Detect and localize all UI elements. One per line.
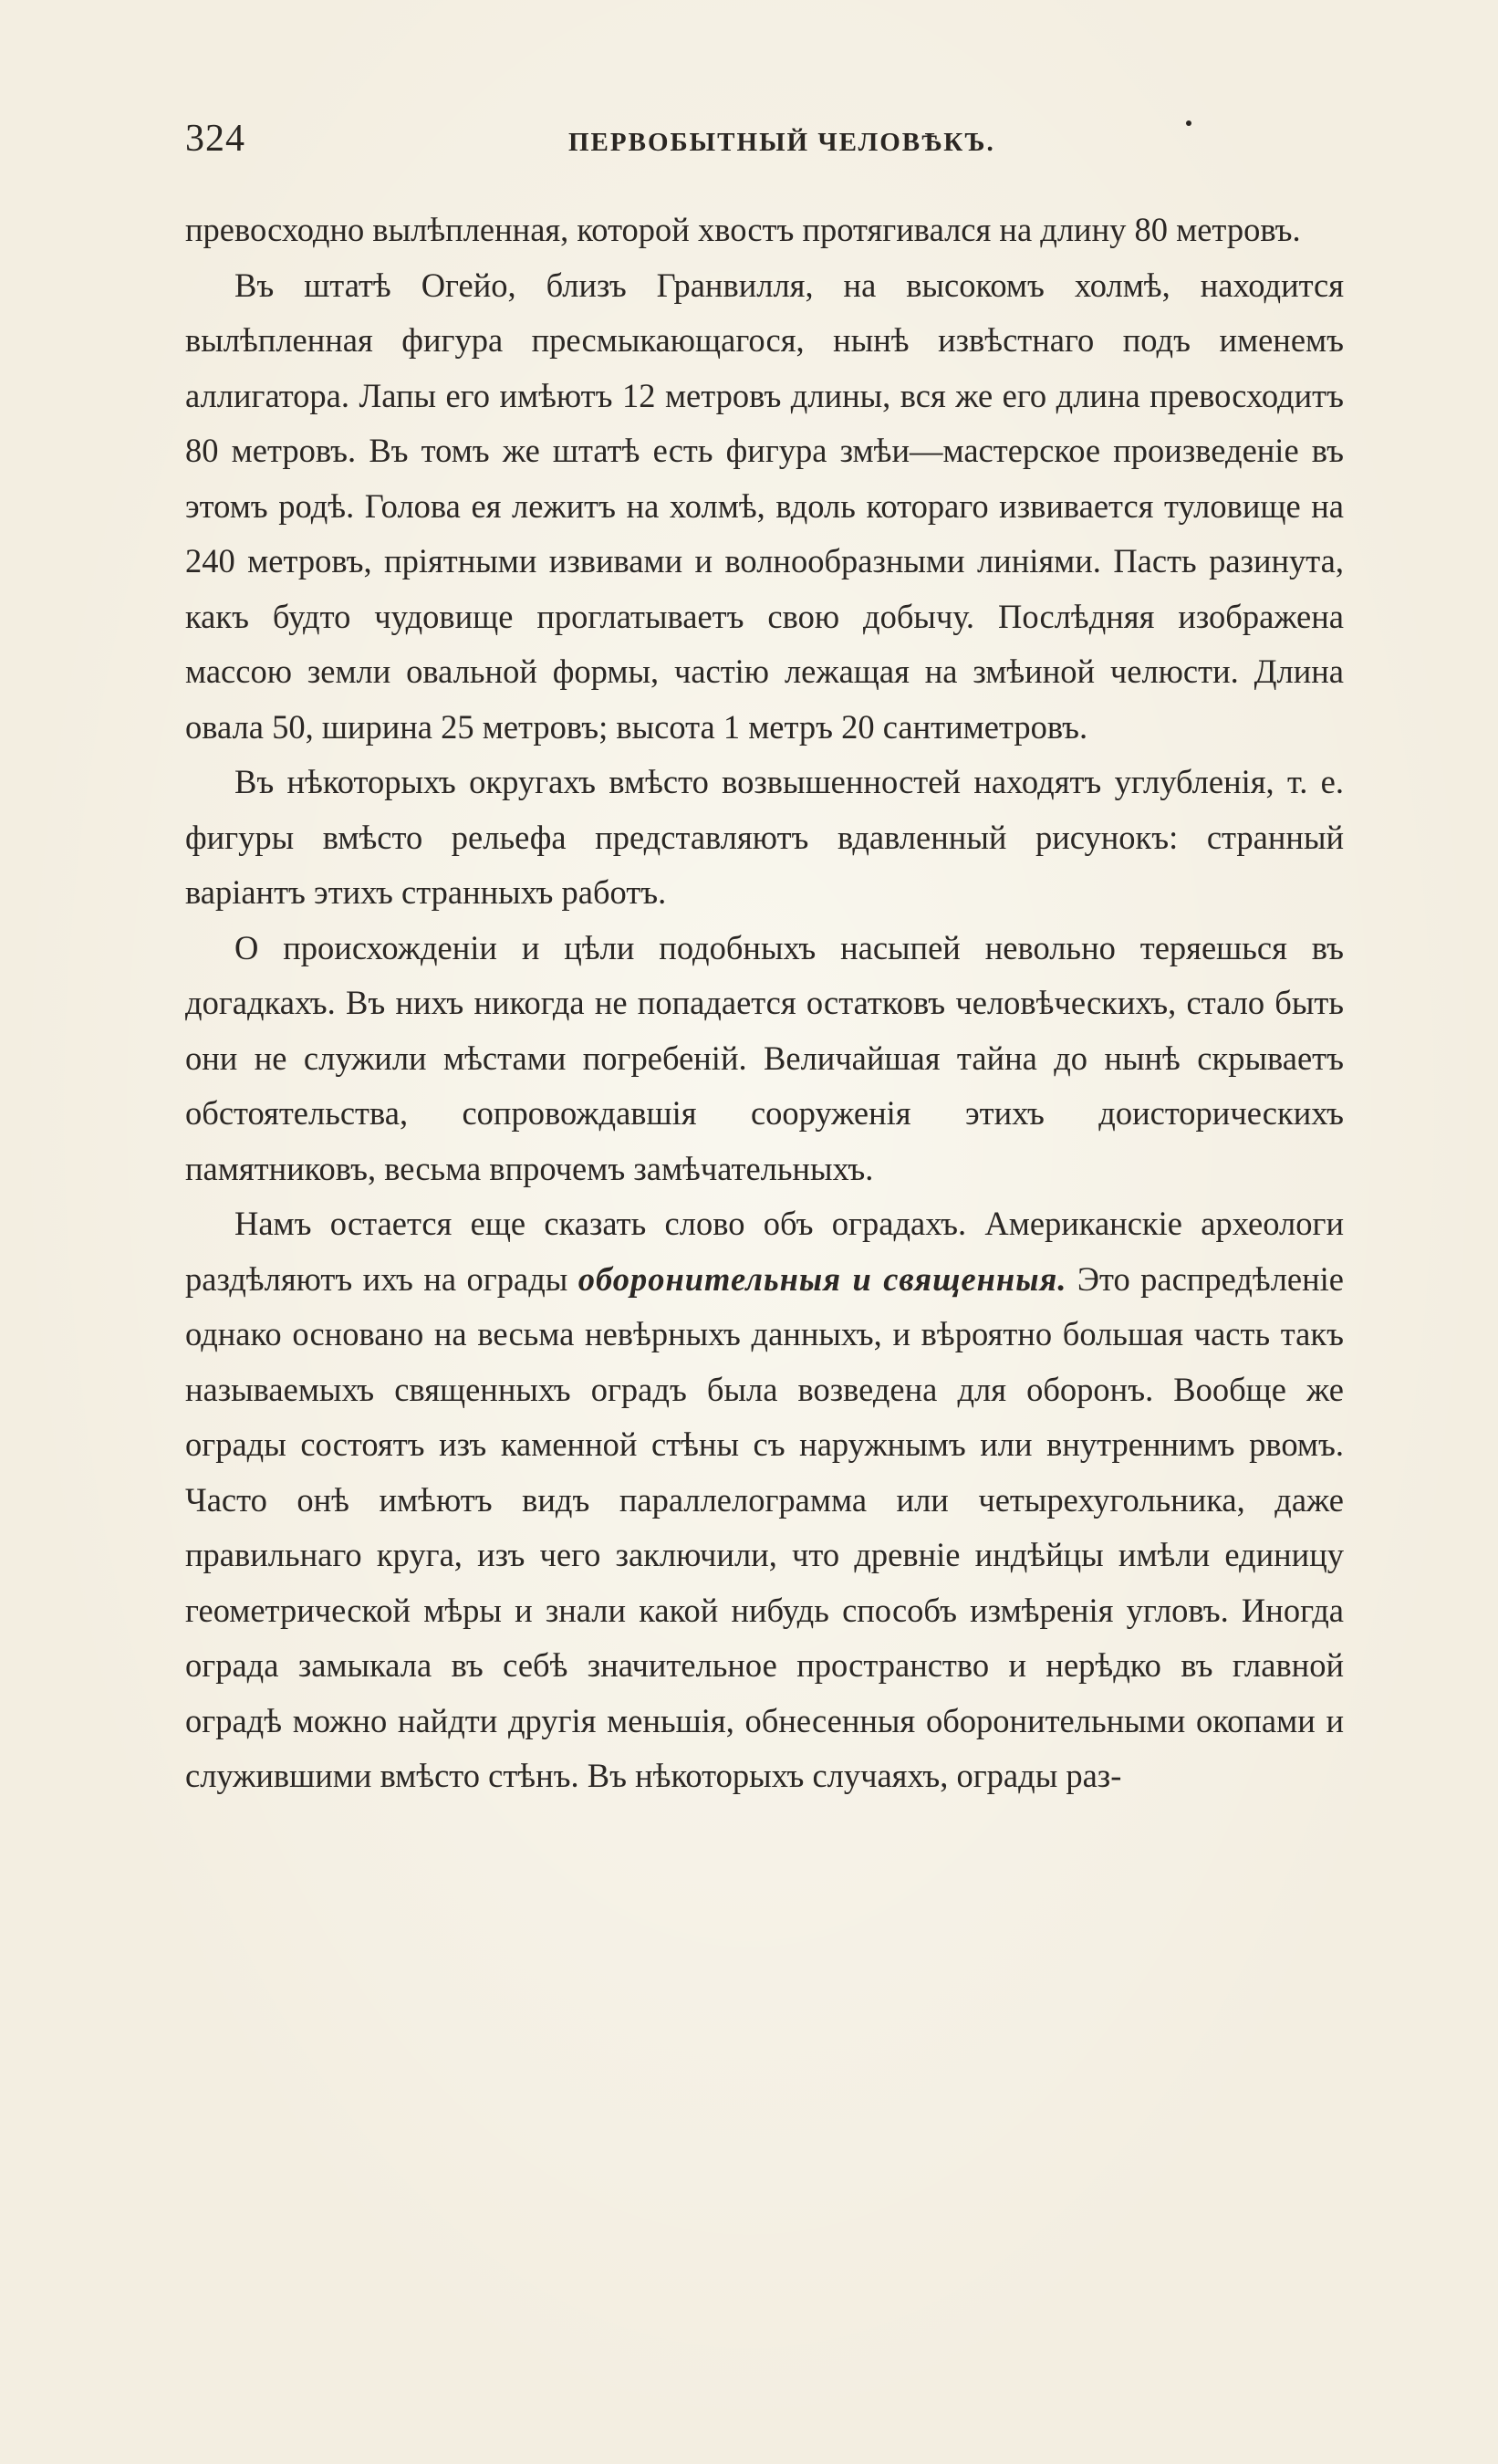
running-head [185,117,1344,162]
paragraph-origin-mystery: О происхожденiи и цѣли подобныхъ насыпей невольно теряешься въ догадкахъ. Въ нихъ никогда не попадается остатковъ человѣческихъ, стало быть они не служили мѣстами погребенiй. Величайшая тайна до нынѣ скрываетъ обстоятельства, сопровождавшiя сооруженiя этихъ доисторическихъ памятниковъ, весьма впрочемъ замѣчательныхъ. [185,928,1344,1187]
paragraph-continued: превосходно вылѣпленная, которой хвостъ протягивался на длину 80 метровъ. [185,211,1301,248]
running-title: ПЕРВОБЫТНЫЙ ЧЕЛОВѢКЪ. [568,128,995,157]
enclosures-text-rest: Это распредѣленiе однако основано на весьма невѣрныхъ данныхъ, и вѣроятно большая часть такъ называемыхъ священныхъ оградъ была возведена для оборонъ. Вообще же ограды состоятъ изъ каменной стѣны съ наружнымъ или внутреннимъ рвомъ. Часто онѣ имѣютъ видъ параллелограмма или четырехугольника, даже правильнаго круга, изъ чего заключили, что древнiе индѣйцы имѣли единицу геометрической мѣры и знали какой нибудь способъ измѣренiя угловъ. Иногда ограда замыкала въ себѣ значительное пространство и нерѣдко въ главной оградѣ можно найдти другiя меньшiя, обнесенныя оборонительными окопами и служившими вмѣсто стѣнъ. Въ нѣкоторыхъ случаяхъ, ограды раз- [185,1259,1344,1794]
paragraph-ohio-figures: Въ штатѣ Огейо, близъ Гранвилля, на высокомъ холмѣ, находится вылѣпленная фигура пресмыкающагося, нынѣ извѣстнаго подъ именемъ аллигатора. Лапы его имѣютъ 12 метровъ длины, вся же его длина превосходитъ 80 метровъ. Въ томъ же штатѣ есть фигура змѣи—мастерское произведенiе въ этомъ родѣ. Голова ея лежитъ на холмѣ, вдоль котораго извивается туловище на 240 метровъ, прiятными извивами и волнообразными линiями. Пасть разинута, какъ будто чудовище проглатываетъ свою добычу. Послѣдняя изображена массою земли овальной формы, частiю лежащая на змѣиной челюсти. Длина овала 50, ширина 25 метровъ; высота 1 метръ 20 сантиметровъ. [185,266,1344,746]
enclosures-text-start: Намъ остается еще сказать слово объ оградахъ. Американскiе археологи раздѣляютъ ихъ на ограды [185,1205,1344,1298]
page-number: 324 [185,118,245,160]
enclosure-types-emphasis: оборонительныя и священныя. [577,1259,1067,1298]
body-text [185,203,1344,1804]
ink-speck [1186,120,1191,126]
paragraph-depressions: Въ нѣкоторыхъ округахъ вмѣсто возвышенностей находятъ углубленiя, т. е. фигуры вмѣсто рельефа представляютъ вдавленный рисунокъ: странный варiантъ этихъ странныхъ работъ. [185,763,1344,911]
paragraph-enclosures [185,1196,1344,1804]
